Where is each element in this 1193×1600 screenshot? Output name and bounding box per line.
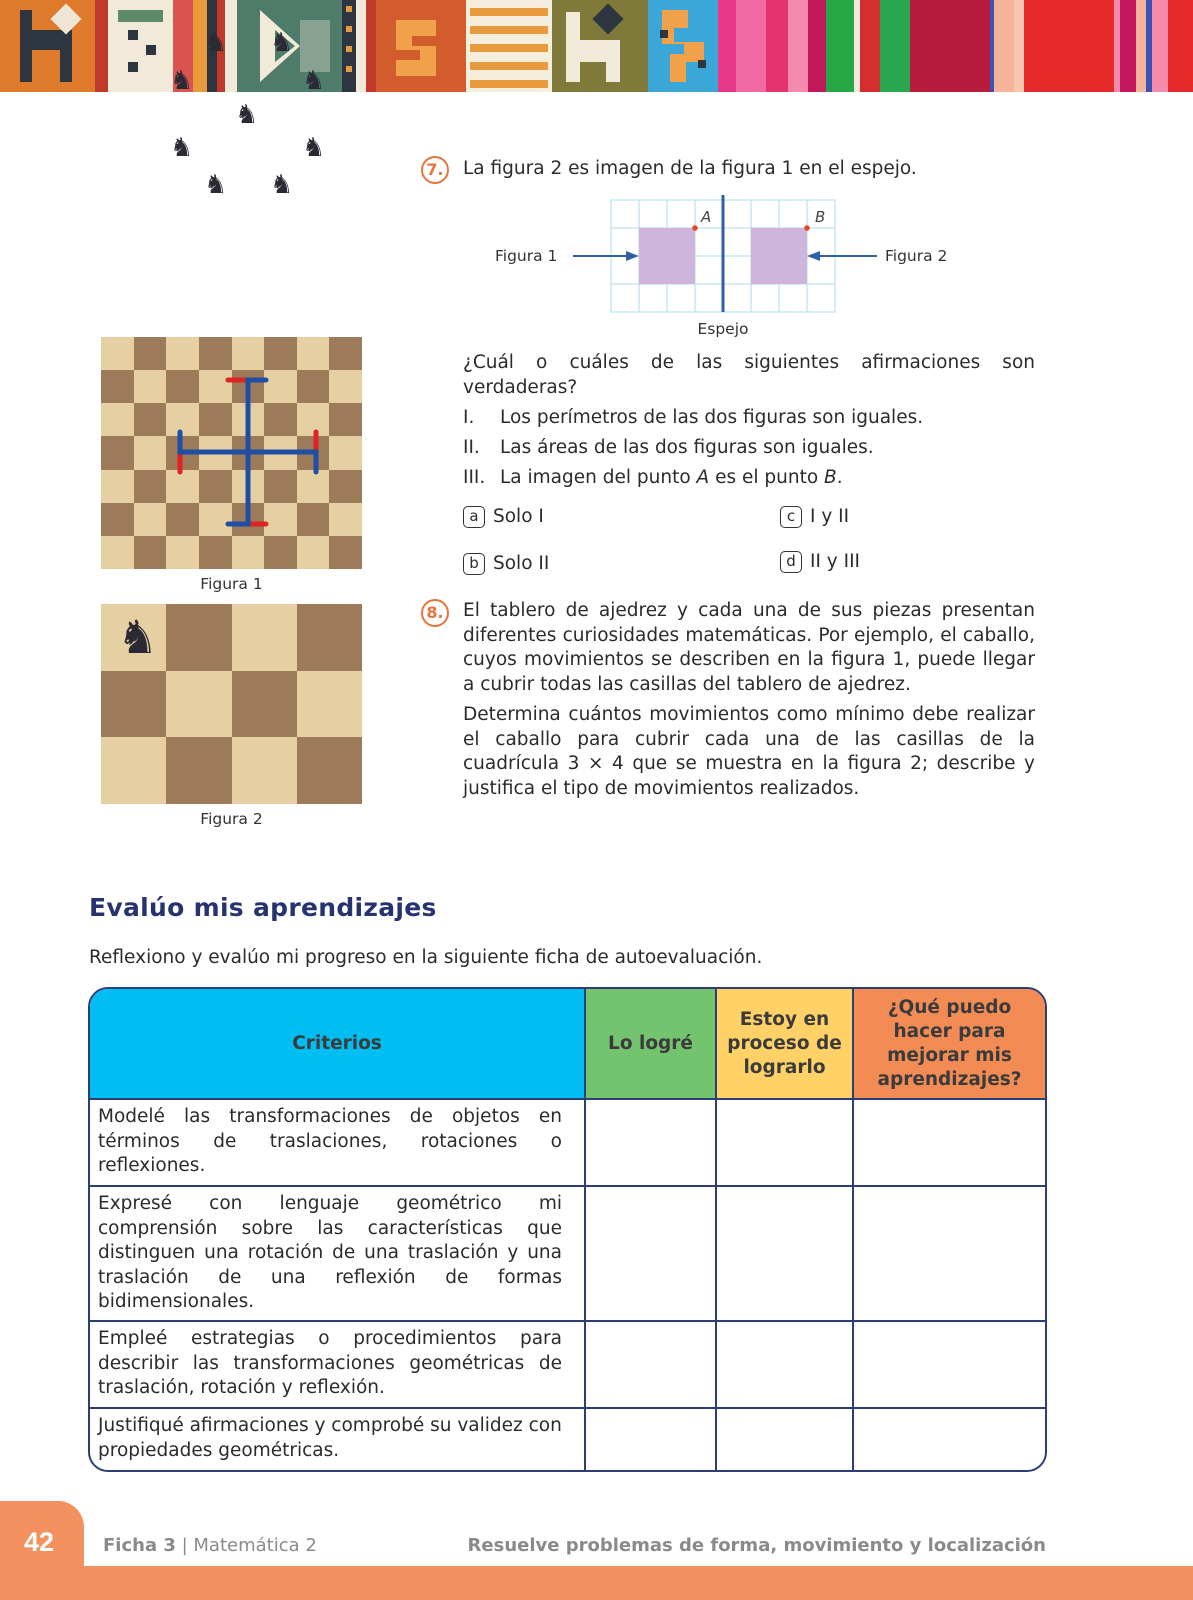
- move-path: [228, 380, 248, 452]
- board-square: [297, 604, 362, 671]
- knight-icon: ♞: [170, 66, 194, 96]
- cell-lo-logre[interactable]: [585, 1321, 716, 1408]
- move-path: [180, 432, 248, 452]
- question-8-paragraph-1: El tablero de ajedrez y cada una de sus piezas presentan diferentes curiosidades matemáticas. Por ejemplo, el caballo, cuyos movimientos se describen en la figura 1, puede llegar a cubrir todas las casillas del tablero de ajedrez.: [463, 600, 1035, 695]
- question-7-statement: La figura 2 es imagen de la figura 1 en el espejo.: [463, 158, 917, 179]
- option-c-text: I y II: [810, 506, 850, 527]
- statement-2: II. Las áreas de las dos figuras son iguales.: [463, 437, 874, 458]
- cell-lo-logre[interactable]: [585, 1099, 716, 1186]
- board-square: [166, 604, 231, 671]
- cell-en-proceso[interactable]: [716, 1099, 853, 1186]
- footer-subject: Matemática 2: [193, 1535, 317, 1556]
- move-path: [248, 452, 266, 524]
- section-subtitle: Reflexiono y evalúo mi progreso en la siguiente ficha de autoevaluación.: [89, 947, 763, 968]
- footer-book-info: Ficha 3 | Matemática 2: [103, 1535, 317, 1556]
- knight-icon: ♞: [302, 133, 326, 163]
- point-a-marker: [692, 225, 698, 231]
- board-square: [101, 737, 166, 804]
- move-path: [248, 380, 266, 452]
- point-a-label: A: [701, 208, 712, 226]
- board-square: [232, 671, 297, 738]
- knight-icon: ♞: [302, 66, 326, 96]
- knight-moves-paths: [101, 337, 362, 569]
- header-lo-logre: Lo logré: [585, 989, 716, 1099]
- question-8-number: 8.: [421, 599, 449, 627]
- knight-icon: ♞: [170, 133, 194, 163]
- footer-ficha: Ficha 3: [103, 1535, 176, 1556]
- knight-icon: ♞: [270, 170, 294, 200]
- option-b[interactable]: [463, 553, 549, 575]
- option-c[interactable]: [780, 506, 849, 528]
- cell-en-proceso[interactable]: [716, 1408, 853, 1470]
- knight-icon: ♞: [204, 170, 228, 200]
- point-b-label: B: [815, 208, 826, 226]
- statement-1: I. Los perímetros de las dos figuras son iguales.: [463, 407, 924, 428]
- question-7-number: 7.: [421, 156, 449, 184]
- question-7-prompt: ¿Cuál o cuáles de las siguientes afirmaciones son verdaderas?: [463, 352, 1035, 398]
- move-path: [228, 452, 248, 524]
- section-title: Evalúo mis aprendizajes: [89, 893, 437, 922]
- knight-icon: ♞: [117, 610, 159, 664]
- option-a-text: Solo I: [493, 506, 544, 527]
- board-square: [297, 737, 362, 804]
- option-d-text: II y III: [810, 551, 860, 572]
- option-b-text: Solo II: [493, 553, 550, 574]
- board-square: [101, 671, 166, 738]
- board-square: [166, 737, 231, 804]
- option-a[interactable]: [463, 506, 544, 528]
- board-square: [297, 671, 362, 738]
- table-header-row: [90, 989, 1045, 1099]
- figure-2-label: Figura 2: [885, 247, 948, 265]
- option-b-letter: b: [463, 553, 485, 575]
- cell-mejorar[interactable]: [853, 1099, 1045, 1186]
- move-path: [248, 452, 316, 472]
- cell-mejorar[interactable]: [853, 1408, 1045, 1470]
- knight-icon: ♞: [204, 28, 228, 58]
- move-path: [180, 452, 248, 472]
- option-a-letter: a: [463, 506, 485, 528]
- table-row: [90, 1408, 1045, 1470]
- move-path: [248, 432, 316, 452]
- footer-topic: Resuelve problemas de forma, movimiento y localización: [467, 1535, 1046, 1556]
- statement-3: III. La imagen del punto A es el punto B.: [463, 467, 843, 488]
- cell-mejorar[interactable]: [853, 1321, 1045, 1408]
- cell-mejorar[interactable]: [853, 1186, 1045, 1321]
- knight-icon: ♞: [270, 28, 294, 58]
- mirror-diagram: [480, 195, 980, 340]
- footer-bar: [0, 1566, 1193, 1600]
- table-row: [90, 1186, 1045, 1321]
- figure-2-caption: Figura 2: [200, 810, 263, 828]
- cell-en-proceso[interactable]: [716, 1186, 853, 1321]
- option-d-letter: d: [780, 551, 802, 573]
- figure-1-label: Figura 1: [495, 247, 558, 265]
- option-c-letter: c: [780, 506, 802, 528]
- figure-2-square: [751, 228, 807, 284]
- header-en-proceso: Estoy en proceso de lograrlo: [716, 989, 853, 1099]
- header-criterios: Criterios: [90, 989, 585, 1099]
- board-square: [166, 671, 231, 738]
- cell-en-proceso[interactable]: [716, 1321, 853, 1408]
- knight-center-icon: ♞: [235, 100, 259, 130]
- criterion-cell: Modelé las transformaciones de objetos en términos de traslaciones, rotaciones o reflexiones.: [90, 1099, 585, 1186]
- mirror-label: Espejo: [697, 320, 749, 338]
- table-row: [90, 1099, 1045, 1186]
- page-number: 42: [23, 1527, 55, 1557]
- board-square: [232, 604, 297, 671]
- criterion-cell: Justifiqué afirmaciones y comprobé su validez con propiedades geométricas.: [90, 1408, 585, 1470]
- criterion-cell: Expresé con lenguaje geométrico mi comprensión sobre las características que distinguen una rotación de una traslación y una traslación de una reflexión de formas bidimensionales.: [90, 1186, 585, 1321]
- table-row: [90, 1321, 1045, 1408]
- header-mejorar: ¿Qué puedo hacer para mejorar mis aprendizajes?: [853, 989, 1045, 1099]
- self-assessment-table: [88, 987, 1047, 1472]
- question-8-paragraph-2: Determina cuántos movimientos como mínimo debe realizar el caballo para cubrir cada una de las casillas de la cuadrícula 3 × 4 que se muestra en la figura 2; describe y justifica el tipo de movimientos realizados.: [463, 704, 1035, 799]
- cell-lo-logre[interactable]: [585, 1408, 716, 1470]
- criterion-cell: Empleé estrategias o procedimientos para describir las transformaciones geométricas de traslación, rotación y reflexión.: [90, 1321, 585, 1408]
- figure-1-square: [639, 228, 695, 284]
- cell-lo-logre[interactable]: [585, 1186, 716, 1321]
- point-b-marker: [804, 225, 810, 231]
- board-square: [232, 737, 297, 804]
- option-d[interactable]: [780, 551, 860, 573]
- figure-1-caption: Figura 1: [200, 575, 263, 593]
